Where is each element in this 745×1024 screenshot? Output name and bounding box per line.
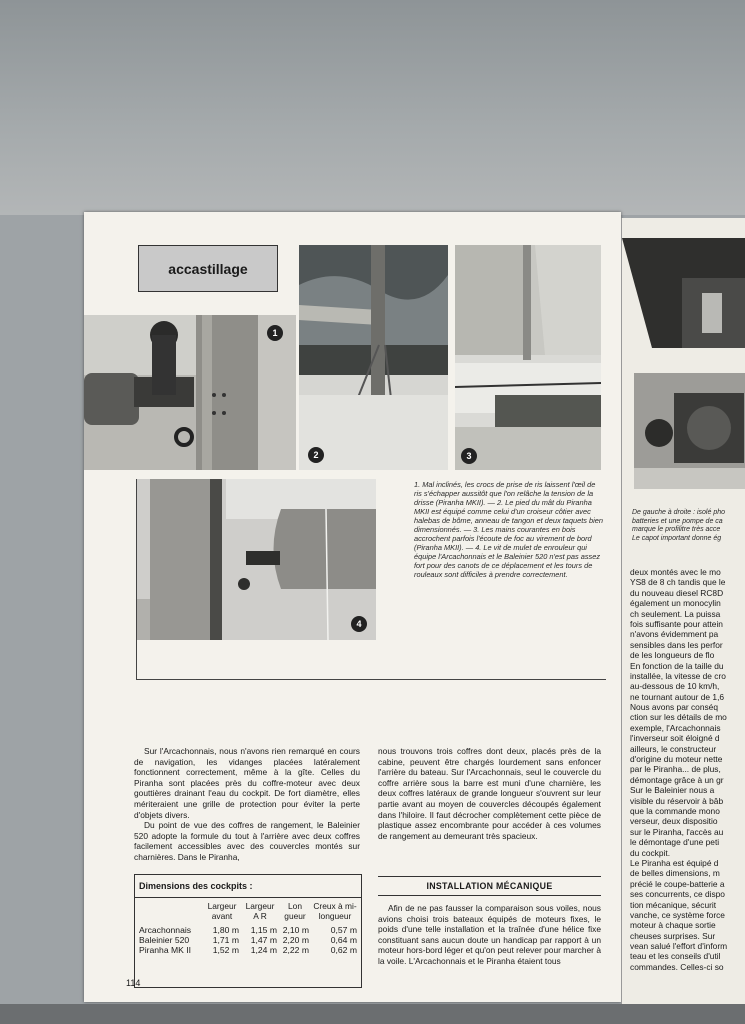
text-line: l'inverseur soit éloigné d [630,733,720,744]
text-line: deux montés avec le mo [630,567,721,577]
text-line: ailleurs, le constructeur [630,743,717,754]
text-line: moteur à chaque sortie [630,920,716,931]
table-cell: 2,10 m [282,925,309,935]
cockpit-dimensions-table [134,874,362,988]
photo-3-image [455,245,601,470]
text-line: visible du réservoir à bâb [630,795,724,806]
text-line: fois suffisante pour attein [630,618,723,629]
frame-left-rule [136,479,137,679]
text-line: exemple, l'Arcachonnais [630,722,721,733]
scan-background [0,0,745,215]
table-title: Dimensions des cockpits : [139,881,253,891]
table-cell: 1,24 m [250,945,277,955]
table-cell: 1,15 m [250,925,277,935]
caption-line: marque le profilitre très acce [632,526,721,534]
text-line: Nous avons par conséq [630,702,718,713]
facing-text-column [630,567,745,972]
table-cell: Piranha MK II [139,945,192,955]
text-line: Le Piranha est équipé d [630,857,719,868]
text-line: ses concurrents, ce dispo [630,889,725,900]
photo-4-image [136,479,376,640]
table-cell: 1,71 m [212,935,239,945]
table-header-row [137,901,359,925]
text-line: précié le coupe-batterie a [630,878,725,889]
caption-line: batteries et une pompe de ca [632,517,723,525]
table-cell: 0,62 m [330,945,357,955]
text-line: YS8 de 8 ch tandis que le [630,577,726,588]
section-title: accastillage [138,245,278,292]
table-divider [135,897,361,898]
photo-number-1: 1 [267,325,283,341]
table-row [137,935,359,945]
photo-number-2: 2 [308,447,324,463]
photo-2 [299,245,448,470]
photo-number-4: 4 [351,616,367,632]
photo-2-image [299,245,448,470]
text-line: tion mécanique, sécurit [630,899,717,910]
text-line: sensibles dans les perfor [630,639,723,650]
paragraph: Afin de ne pas fausser la comparaison sous voiles, nous avions choisi trois bateaux équipés de moteurs fixes, le poids d'une telle installation et la traînée d'une hélice fixe constituant sans aucun doute un handicap par rapport à un moteur hors-bord léger et qu'on peut relever pour marcher à la voile. L'Arcachonnais et le Piranha étaient tous [378,903,601,966]
text-line: vanche, ce système force [630,909,725,920]
table-header: Creux à mi- longueur [313,901,357,921]
text-line: ch seulement. La puissa [630,608,721,619]
table-cell: 1,80 m [212,925,239,935]
paragraph: nous trouvons trois coffres dont deux, placés près de la cabine, peuvent être chargés lourdement sans enfoncer l'arrière du bateau. Sur l'Arcachonnais, seul le couvercle du coffre arrière sous la barre est muni d'une charnière, les deux coffres latéraux de grande longueur s'ouvrent sur leur partie avant au moyen de couvercles découpés également dans l'hiloire. Il faut décrocher complètement cette pièce de plastique assez encombrante pour accéder à ces volumes de rangement au demeurant très spacieux. [378,746,601,841]
text-line: Sur le Baleinier nous a [630,785,715,796]
table-cell: Arcachonnais [139,925,192,935]
text-line: démontage grâce à un gr [630,774,724,785]
table-header [137,901,203,925]
text-line: verseur, deux dispositio [630,816,718,827]
table-cell: 2,20 m [282,935,309,945]
text-column-2 [378,746,601,841]
text-line: n'avons évidemment pa [630,629,719,640]
table-row [137,925,359,935]
table-cell: 1,47 m [250,935,277,945]
dimensions-grid [137,901,359,955]
text-column-2b [378,903,601,967]
paragraph: Du point de vue des coffres de rangement, le Baleinier 520 adopte la formule du tout à l'arrière avec deux coffres facilement accessibles avec des couvercles montés sur charnières. Dans le Piranha, [134,820,360,862]
text-line: du nouveau diesel RC8D [630,587,724,598]
photo-number-3: 3 [461,448,477,464]
text-line: que la commande mono [630,805,720,816]
facing-page [621,218,745,1004]
text-line: d'origine du moteur nette [630,754,723,765]
text-line: au-dessous de 10 km/h, [630,681,720,692]
text-line: ction sur les détails de mo [630,712,727,723]
photo-1 [84,315,296,470]
text-line: sur le Piranha, l'accès au [630,826,724,837]
table-header: Largeur avant [207,901,237,921]
text-line: installée, la vitesse de cro [630,670,726,681]
text-line: cheuses surprises. Sur [630,930,716,941]
table-header: Lon gueur [284,901,306,921]
caption-line: Le capot important donne ég [632,534,722,542]
photo-caption: 1. Mal inclinés, les crocs de prise de ris laissent l'œil de ris s'échapper aussitôt que l'on relâche la tension de la drisse (Piranha MKII). — 2. Le pied du mât du Piranha MKII est équipé comme celui d'un croiseur côtier avec halebas de bôme, anneau de tangon et deux taquets bien dimensionnés. — 3. Les mains courantes en bois accrochent parfois l'écoute de foc au virement de bord (Piranha MKII). — 4. Le vit de mulet de enrouleur qui équipe l'Arcachonnais et le Baleinier 520 n'est pas assez fort pour des canots de ce déplacement et les tours de rouleaux sont difficiles à prendre correctement. [414,480,604,579]
table-header: Largeur A R [245,901,275,921]
table-cell: 0,64 m [330,935,357,945]
text-line: En fonction de la taille du [630,660,724,671]
table-cell: 1,52 m [212,945,239,955]
table-cell: Baleinier 520 [139,935,190,945]
text-line: du cockpit. [630,847,671,858]
photo-1-image [84,315,296,470]
photo-4 [136,479,376,640]
magazine-page [84,212,621,1002]
text-line: vean salué l'effort d'inform [630,941,728,952]
facing-caption [632,509,745,543]
frame-bottom-rule [136,679,606,680]
facing-photo-engine [634,373,745,489]
text-line: commandes. Celles-ci so [630,961,724,972]
text-line: de belles dimensions, m [630,868,720,879]
facing-photo-top [622,238,745,368]
text-line: teau et les conseils d'util [630,951,721,962]
page-number: 114 [126,978,141,988]
paragraph: Sur l'Arcachonnais, nous n'avons rien remarqué en cours de navigation, les vidanges placées latéralement fonctionnent correctement, même à la gîte. Celles du Piranha sont placées près du coffre-moteur avec deux gouttières drainant l'eau du cockpit. De fort diamètre, elles mériteraient une grille de protection pour éviter la perte d'objets divers. [134,746,360,820]
table-row [137,945,359,955]
text-line: de les longueurs de flo [630,650,715,661]
text-line: le démontage d'une peti [630,837,720,848]
table-cell: 2,22 m [282,945,309,955]
text-line: ne tournant autour de 1,6 [630,691,725,702]
text-line: également un monocylin [630,598,721,609]
section-subheading: INSTALLATION MÉCANIQUE [378,876,601,896]
photo-3 [455,245,601,470]
caption-line: De gauche à droite : isolé pho [632,509,726,516]
text-column-1 [134,746,360,863]
text-line: par le Piranha... de plus, [630,764,721,775]
table-cell: 0,57 m [330,925,357,935]
scanner-edge [0,1004,745,1024]
